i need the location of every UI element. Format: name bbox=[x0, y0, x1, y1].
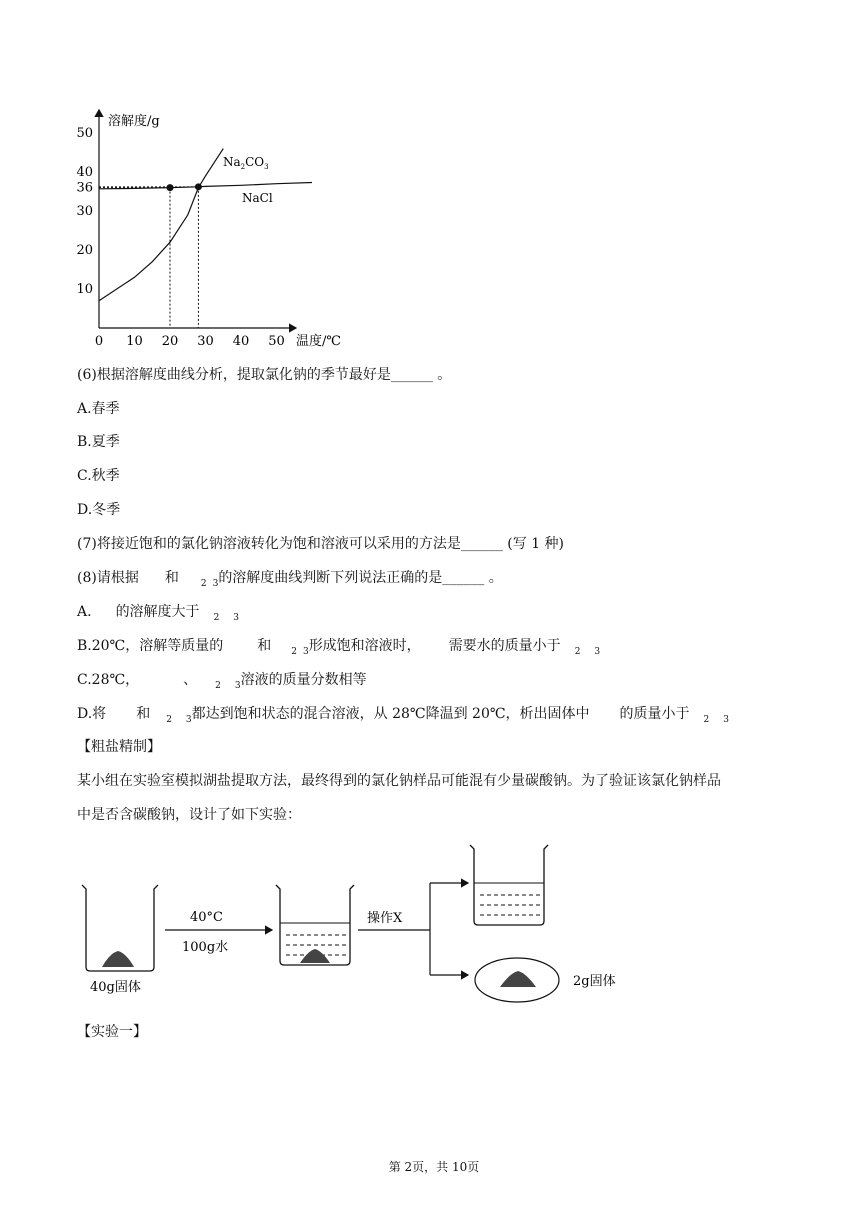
q6-option-b: B.夏季 bbox=[77, 434, 120, 450]
section-exp1-title: 【实验一】 bbox=[77, 1024, 147, 1040]
x-tick-label: 50 bbox=[268, 334, 285, 349]
series-line-na2co3 bbox=[99, 149, 223, 301]
page-footer: 第 2页，共 10页 bbox=[388, 1160, 480, 1174]
q8-option-b: B.20℃，溶解等质量的 和 $_2$ $_3$形成饱和溶液时， 需要水的质量小于 $_2$ $_3$ bbox=[77, 638, 601, 657]
beaker-solution-icon bbox=[276, 885, 354, 965]
solubility-chart bbox=[70, 100, 360, 350]
y-tick-label: 10 bbox=[76, 282, 93, 297]
series-label-na2co3: $Na_2CO_3$ bbox=[223, 155, 269, 171]
x-axis-label: 温度/℃ bbox=[296, 334, 341, 349]
x-tick-label: 40 bbox=[232, 334, 250, 349]
x-tick-label: 0 bbox=[94, 334, 104, 349]
y-tick-label: 20 bbox=[76, 243, 93, 258]
series-label-nacl: NaCl bbox=[242, 191, 273, 205]
beaker-filtrate-icon bbox=[470, 845, 548, 925]
q6-option-d: D.冬季 bbox=[77, 502, 121, 518]
section-refine-title: 【粗盐精制】 bbox=[77, 739, 161, 755]
x-tick-label: 30 bbox=[197, 334, 214, 349]
x-tick-label: 10 bbox=[126, 334, 143, 349]
q6-option-a: A.春季 bbox=[77, 401, 120, 417]
operation-label: 操作X bbox=[367, 911, 403, 926]
section-refine-para1: 某小组在实验室模拟湖盐提取方法，最终得到的氯化钠样品可能混有少量碳酸钠。为了验证该氯化钠样品 bbox=[77, 773, 721, 789]
temp-label: 40°C bbox=[190, 910, 223, 925]
y-tick-label: 36 bbox=[76, 180, 93, 196]
q8-option-a: A. 的溶解度大于 $_2$ $_3$ bbox=[77, 604, 240, 623]
q6-option-c: C.秋季 bbox=[77, 468, 120, 484]
q8-option-c: C.28℃， 、 $_2$ $_3$溶液的质量分数相等 bbox=[77, 672, 367, 691]
experiment-diagram bbox=[70, 835, 650, 1005]
y-tick-label: 30 bbox=[76, 204, 93, 219]
y-tick-label: 40 bbox=[76, 165, 93, 180]
solid-label: 40g固体 bbox=[90, 980, 141, 995]
q8-option-d: D.将 和 $_2$ $_3$都达到饱和状态的混合溶液，从 28℃降温到 20℃，析出固体中 的质量小于 $_2$ $_3$ bbox=[77, 706, 729, 725]
intersection-point bbox=[167, 184, 174, 191]
q8-stem: (8)请根据 和 $_2$ $_3$的溶解度曲线判断下列说法正确的是______ 。 bbox=[77, 570, 503, 589]
section-refine-para2: 中是否含碳酸钠，设计了如下实验： bbox=[77, 807, 301, 823]
q7-stem: (7)将接近饱和的氯化钠溶液转化为饱和溶液可以采用的方法是______ (写 1 种) bbox=[77, 536, 565, 552]
residue-label: 2g固体 bbox=[573, 974, 616, 989]
y-axis-label: 溶解度/g bbox=[108, 114, 160, 129]
evaporating-dish-icon bbox=[475, 958, 559, 1002]
intersection-point bbox=[195, 183, 202, 190]
water-label: 100g水 bbox=[182, 940, 229, 955]
series-line-nacl bbox=[99, 183, 312, 189]
x-tick-label: 20 bbox=[161, 334, 179, 349]
beaker-solid-icon bbox=[82, 885, 158, 971]
q6-stem: (6)根据溶解度曲线分析，提取氯化钠的季节最好是______ 。 bbox=[77, 367, 452, 383]
y-tick-label: 50 bbox=[76, 126, 93, 141]
